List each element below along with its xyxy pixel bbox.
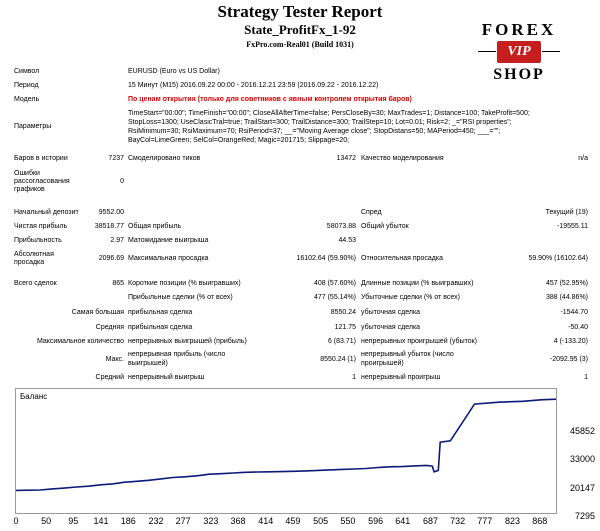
average-label: Средняя xyxy=(95,324,124,331)
logo-vip-badge: VIP xyxy=(497,41,541,63)
x-tick-label: 641 xyxy=(395,516,411,526)
broker-build: FxPro.com-Real01 (Build 1031) xyxy=(246,40,354,49)
total-trades-value: 865 xyxy=(112,280,124,287)
x-tick-label: 505 xyxy=(313,516,329,526)
avg-cons-wins-value: 1 xyxy=(352,374,356,381)
cons-losses-label: непрерывных проигрышей (убыток) xyxy=(361,338,478,345)
x-tick-label: 868 xyxy=(532,516,548,526)
max-count-label: Максимальное количество xyxy=(36,338,124,345)
report-title: Strategy Tester Report xyxy=(217,2,383,21)
short-positions-label: Короткие позиции (% выигравших) xyxy=(128,280,241,287)
deposit-value: 9552.00 xyxy=(98,209,124,216)
spread-value: Текущий (19) xyxy=(545,209,588,216)
avg-cons-losses-label: непрерывный проигрыш xyxy=(361,374,441,381)
x-tick-label: 368 xyxy=(230,516,246,526)
total-trades-label: Всего сделок xyxy=(14,280,57,287)
max-drawdown-value: 16102.64 (59.90%) xyxy=(296,255,356,262)
cons-loss-label-1: непрерывный убыток (число xyxy=(361,351,454,358)
errors-label-1: Ошибки xyxy=(14,170,40,177)
largest-loss-label: убыточная сделка xyxy=(361,309,421,316)
avg-profit-label: прибыльная сделка xyxy=(128,324,193,331)
x-tick-label: 141 xyxy=(93,516,109,526)
period-value: 15 Минут (M15) 2016.09.22 00:00 - 2016.12.21 23:59 (2016.09.22 - 2016.12.22) xyxy=(128,82,379,89)
expected-payoff-label: Матожидание выигрыша xyxy=(128,237,209,244)
params-line-2: StopLoss=1300; UseClasicTral=true; TrailStart=300; TrailDistance=300; TrailStep=10; Lot=0.01; Risk=2; _="RSI properties"; xyxy=(128,119,512,126)
quality-label: Качество моделирования xyxy=(361,155,444,162)
errors-label-2: рассогласования xyxy=(14,178,70,185)
bars-label: Баров в истории xyxy=(14,155,68,162)
x-tick-label: 459 xyxy=(285,516,301,526)
gross-loss-label: Общий убыток xyxy=(361,223,409,230)
net-profit-label: Чистая прибыль xyxy=(14,223,68,230)
params-label: Параметры xyxy=(14,123,52,130)
avg-profit-value: 121.75 xyxy=(334,324,356,331)
cons-profit-label-2: выигрышей) xyxy=(128,360,168,367)
params-line-1: TimeStart="00:00"; TimeFinish="00:00"; CloseAllAfterTime=false; PersCloseBy=30; MaxTrades=1; Distance=100; TakeProfit=500; xyxy=(128,110,530,117)
cons-losses-value: 4 (-133.20) xyxy=(553,338,588,345)
max-label: Макс. xyxy=(105,356,124,363)
x-tick-label: 596 xyxy=(368,516,384,526)
largest-profit-value: 8550.24 xyxy=(330,309,356,316)
gross-profit-label: Общая прибыль xyxy=(128,223,182,230)
x-tick-label: 186 xyxy=(120,516,136,526)
avg-cons-wins-label: непрерывный выигрыш xyxy=(128,374,205,381)
cons-wins-label: непрерывных выигрышей (прибыль) xyxy=(128,338,247,345)
cons-loss-value: -2092.95 (3) xyxy=(549,356,588,363)
largest-profit-label: прибыльная сделка xyxy=(128,309,193,316)
y-tick-label: 7295 xyxy=(574,511,595,521)
gross-profit-value: 58073.88 xyxy=(326,223,356,230)
largest-loss-value: -1544.70 xyxy=(560,309,588,316)
bars-value: 7237 xyxy=(108,155,124,162)
deposit-label: Начальный депозит xyxy=(14,209,79,216)
cons-profit-value: 8550.24 (1) xyxy=(320,356,356,363)
y-tick-label: 33000 xyxy=(569,454,595,464)
x-tick-label: 687 xyxy=(422,516,439,526)
abs-drawdown-label-2: просадка xyxy=(14,259,45,266)
gross-loss-value: -19555.11 xyxy=(556,223,588,230)
avg-loss-value: -50.40 xyxy=(568,324,588,331)
y-tick-label: 45852 xyxy=(569,426,595,436)
profit-trades-label: Прибыльные сделки (% от всех) xyxy=(128,294,233,301)
rel-drawdown-value: 59.90% (16102.64) xyxy=(528,255,588,262)
logo-top-text: FOREX xyxy=(481,20,557,39)
params-line-4: BayCol=LimeGreen; SelCol=OrangeRed; Magic=201715; Slippage=20; xyxy=(128,137,350,144)
errors-label-3: графиков xyxy=(14,186,45,193)
model-value: По ценам открытия (только для советников с явным контролем открытия баров) xyxy=(128,96,412,103)
x-tick-label: 414 xyxy=(258,516,274,526)
period-label: Период xyxy=(14,82,39,89)
y-tick-label: 20147 xyxy=(569,483,595,493)
avg-loss-label: убыточная сделка xyxy=(361,324,421,331)
x-tick-label: 777 xyxy=(477,516,493,526)
spread-label: Спред xyxy=(361,209,382,216)
x-tick-label: 732 xyxy=(450,516,466,526)
rel-drawdown-label: Относительная просадка xyxy=(361,255,443,262)
loss-trades-label: Убыточные сделки (% от всех) xyxy=(361,294,460,301)
profit-factor-value: 2.97 xyxy=(110,237,124,244)
x-tick-label: 277 xyxy=(175,516,191,526)
loss-trades-value: 388 (44.86%) xyxy=(545,294,588,301)
errors-value: 0 xyxy=(120,178,124,185)
net-profit-value: 38518.77 xyxy=(94,223,124,230)
expert-name: State_ProfitFx_1-92 xyxy=(244,22,356,37)
x-tick-label: 232 xyxy=(148,516,164,526)
x-tick-label: 323 xyxy=(203,516,219,526)
abs-drawdown-label-1: Абсолютная xyxy=(14,251,54,258)
average-cons-label: Средний xyxy=(95,374,124,381)
cons-loss-label-2: проигрышей) xyxy=(361,360,404,367)
balance-line xyxy=(16,399,556,490)
logo-bottom-text: SHOP xyxy=(493,66,545,83)
ticks-label: Смоделировано тиков xyxy=(128,155,201,162)
cons-wins-value: 6 (83.71) xyxy=(327,338,356,345)
profit-factor-label: Прибыльность xyxy=(14,237,62,244)
params-line-3: RsiMinimum=30; RsiMaximum=70; RsiPeriod=37; __="Moving Average close"; StopDistans=50; MAPeriod=450; ___=""; xyxy=(128,128,501,135)
avg-cons-losses-value: 1 xyxy=(584,374,588,381)
max-drawdown-label: Максимальная просадка xyxy=(128,255,209,262)
quality-value: n/a xyxy=(578,155,588,162)
short-positions-value: 408 (57.60%) xyxy=(313,280,356,287)
symbol-label: Символ xyxy=(14,68,40,75)
x-tick-label: 0 xyxy=(13,516,19,526)
ticks-value: 13472 xyxy=(336,155,356,162)
profit-trades-value: 477 (55.14%) xyxy=(313,294,356,301)
long-positions-value: 457 (52.95%) xyxy=(545,280,588,287)
cons-profit-label-1: непрерывная прибыль (число xyxy=(128,351,226,358)
symbol-value: EURUSD (Euro vs US Dollar) xyxy=(128,68,220,75)
x-tick-label: 823 xyxy=(505,516,521,526)
long-positions-label: Длинные позиции (% выигравших) xyxy=(361,280,474,287)
x-tick-label: 50 xyxy=(41,516,52,526)
x-tick-label: 550 xyxy=(340,516,356,526)
model-label: Модель xyxy=(14,96,40,103)
chart-title: Баланс xyxy=(20,392,48,401)
expected-payoff-value: 44.53 xyxy=(338,237,356,244)
largest-label: Самая большая xyxy=(71,309,124,316)
abs-drawdown-value: 2096.69 xyxy=(98,255,124,262)
x-tick-label: 95 xyxy=(68,516,79,526)
